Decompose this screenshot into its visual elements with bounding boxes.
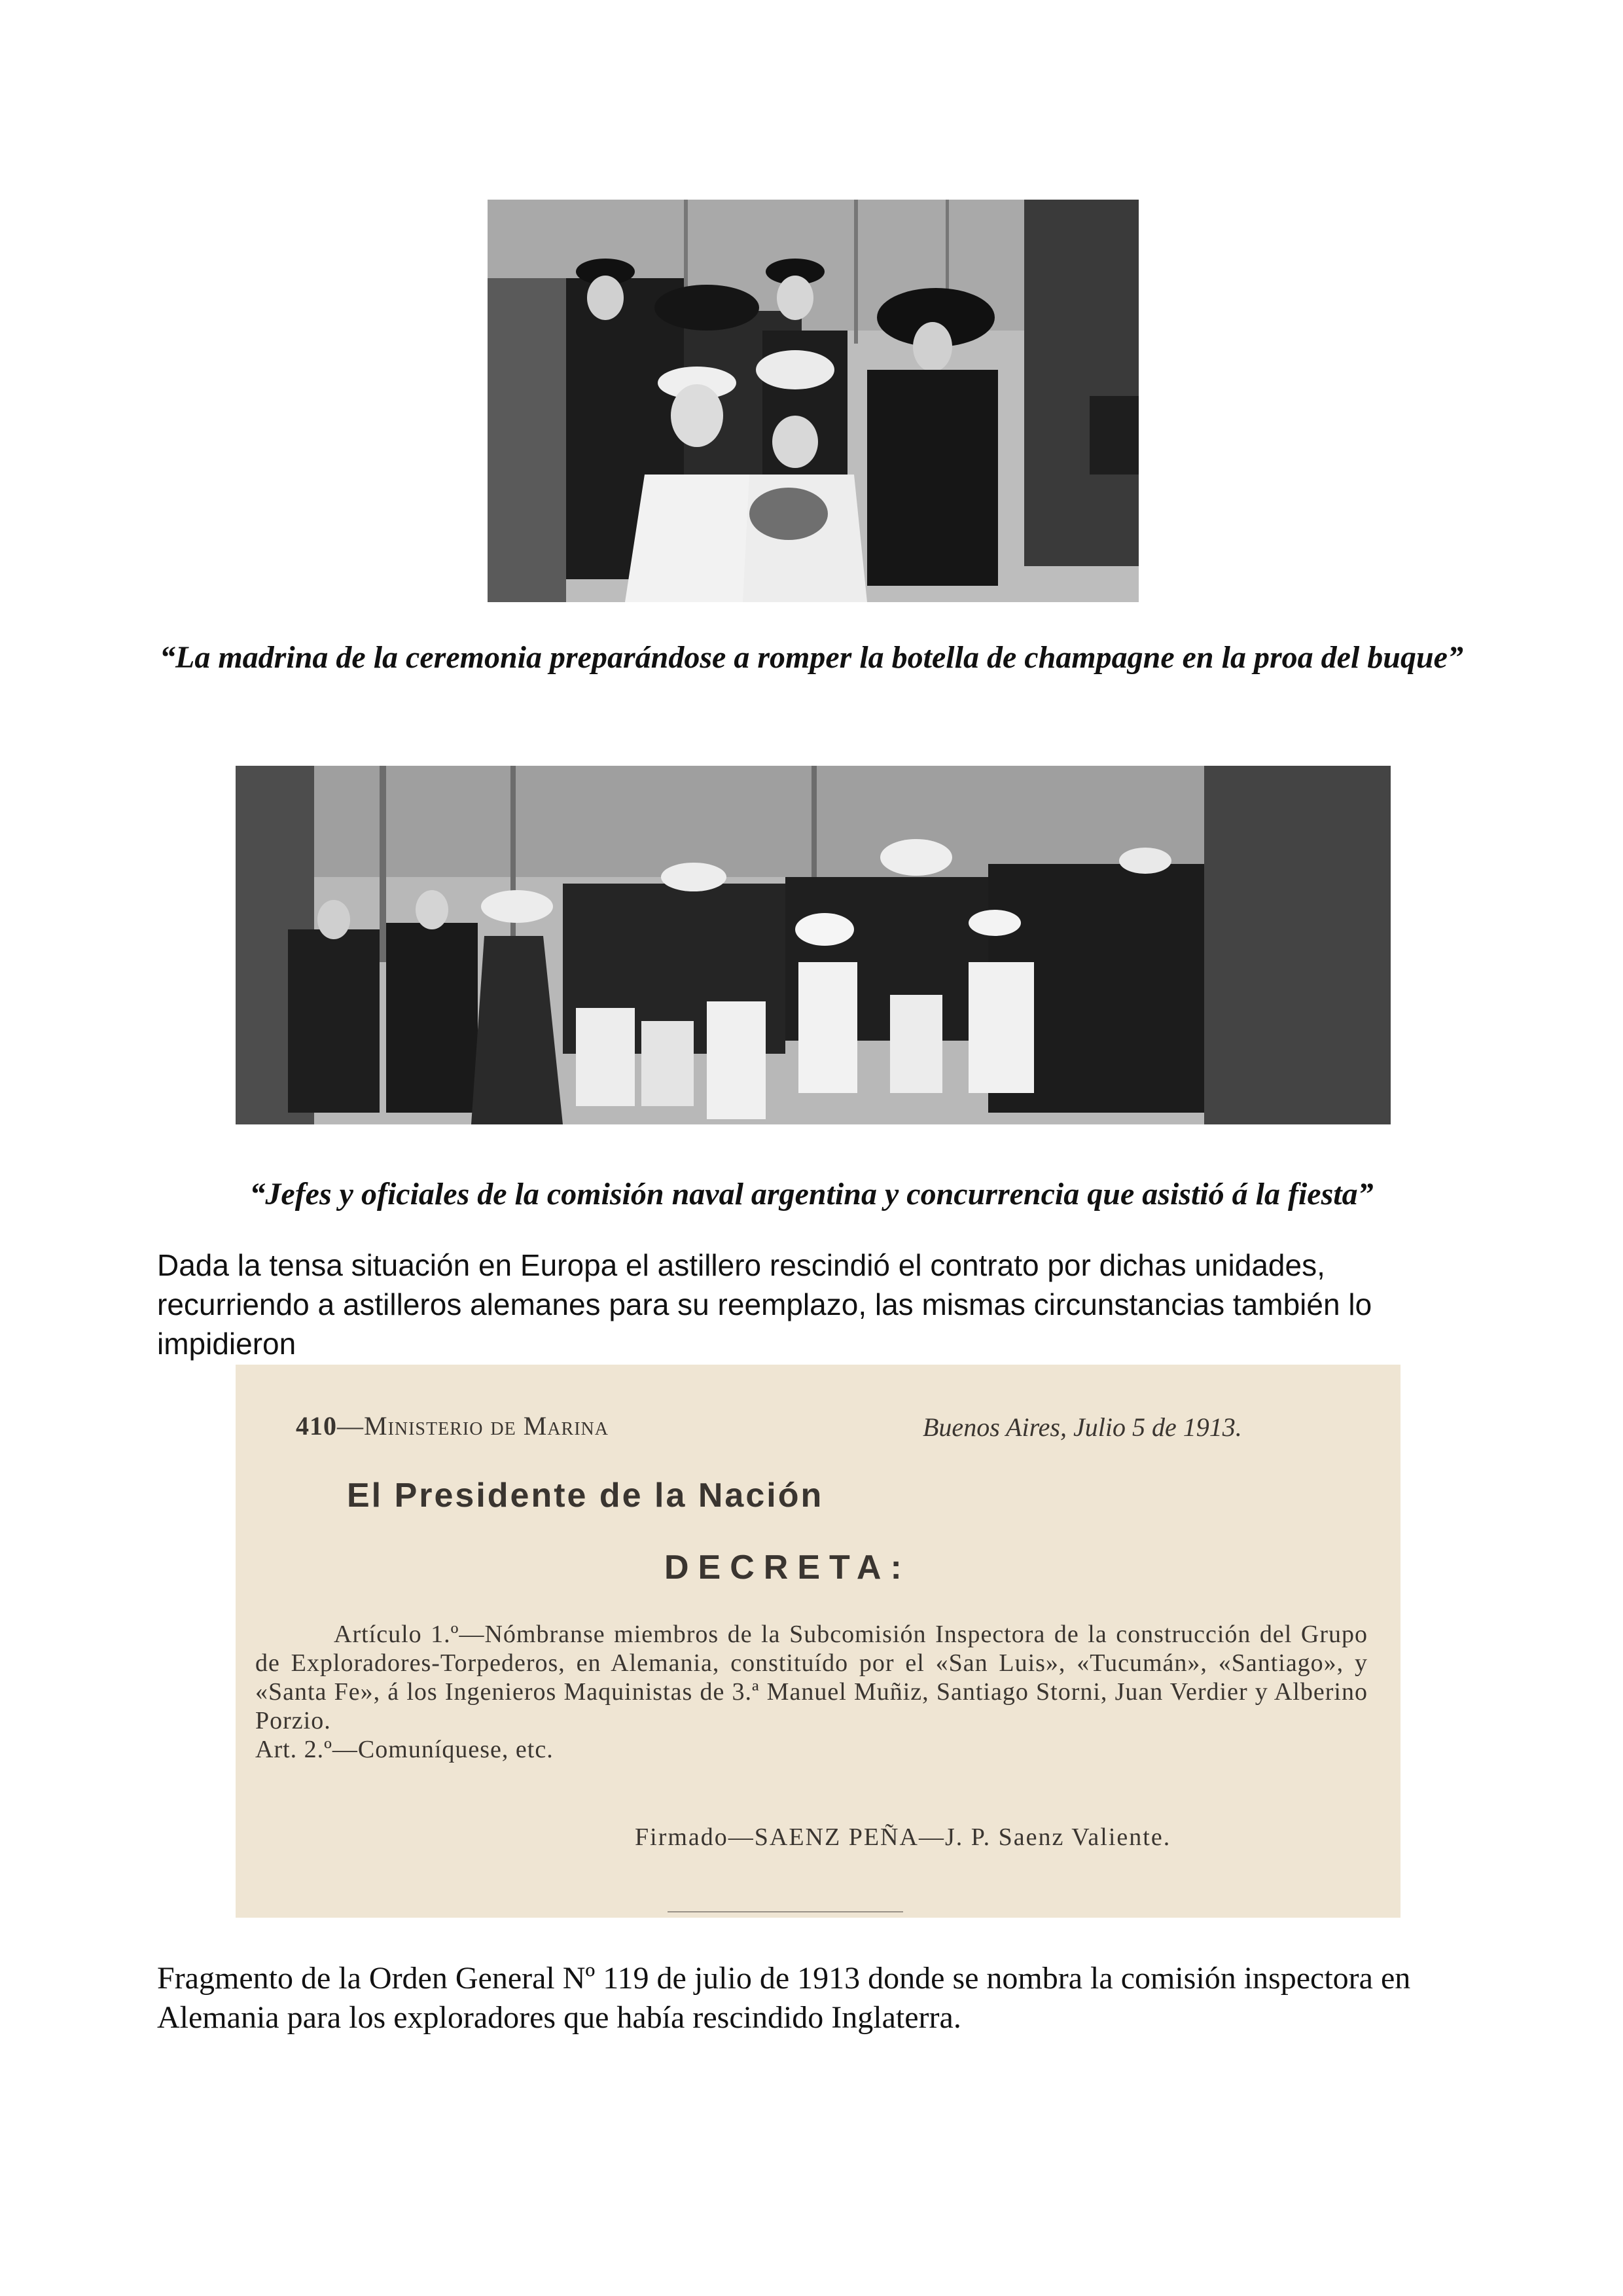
decree-scan [236,1365,1400,1918]
ceremony-photo-image [488,200,1139,602]
group-caption: “Jefes y oficiales de la comisión naval argentina y concurrencia que asistió á la fiesta” [249,1177,1374,1211]
decree-number: 410 [296,1411,337,1441]
body-paragraph: Dada la tensa situación en Europa el astillero rescindió el contrato por dichas unidades, recurriendo a astilleros alemanes para su reemplazo, las mismas circunstancias también lo impidieron [157,1248,1372,1361]
group-photo-image [236,766,1391,1124]
decree-article-2: Art. 2.º—Comuníquese, etc. [255,1736,554,1763]
decree-date: Buenos Aires, Julio 5 de 1913. [923,1412,1242,1442]
decree-article-1: Artículo 1.º—Nómbranse miembros de la Subcomisión Inspectora de la construcción del Grupo de Exploradores-Torpederos, en Alemania, constituído por el «San Luis», «Tucumán», «Santiago», y «Santa Fe», á los Ingenieros Maquinistas de 3.ª Manuel Muñiz, Santiago Storni, Juan Verdier y Alberino Porzio. [255,1621,1368,1734]
ceremony-photo [488,200,1139,602]
decree-signature: Firmado—SAENZ PEÑA—J. P. Saenz Valiente. [635,1823,1171,1851]
ceremony-caption: “La madrina de la ceremonia preparándose a romper la botella de champagne en la proa del buque” [160,640,1463,675]
decree-decreta-heading: DECRETA: [664,1549,911,1587]
group-photo [236,766,1391,1124]
decree-description: Fragmento de la Orden General Nº 119 de julio de 1913 donde se nombra la comisión inspectora en Alemania para los exploradores que había rescindido Inglaterra. [157,1961,1411,2035]
decree-articles [255,1620,1368,1764]
decree-divider [668,1911,903,1912]
decree-ministry: —Ministerio de Marina [337,1411,609,1441]
decree-header-ministry [296,1410,609,1441]
decree-president-heading: El Presidente de la Nación [347,1477,824,1515]
